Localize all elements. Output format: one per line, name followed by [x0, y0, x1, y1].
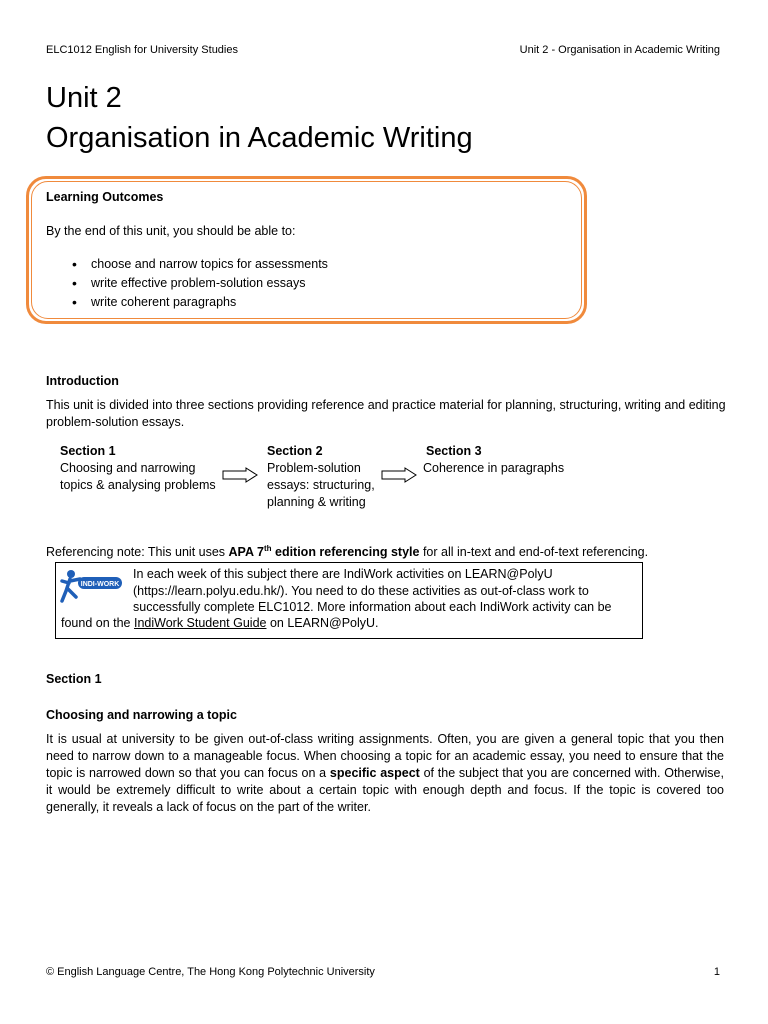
- introduction-heading: Introduction: [46, 374, 119, 388]
- section-1-desc-line: Choosing and narrowing: [60, 461, 196, 475]
- learning-outcomes-intro: By the end of this unit, you should be able to:: [46, 224, 296, 238]
- indiwork-guide-post: on LEARN@PolyU.: [266, 616, 379, 630]
- referencing-note: [46, 540, 648, 561]
- referencing-superscript: th: [263, 544, 272, 553]
- section-1-block: [60, 443, 230, 494]
- page-number: 1: [713, 966, 720, 978]
- section-1-desc-line: topics & analysing problems: [60, 478, 216, 492]
- learning-outcomes-heading: Learning Outcomes: [46, 190, 164, 204]
- indiwork-logo-icon: [60, 567, 124, 607]
- list-item: • write effective problem-solution essays: [46, 276, 526, 295]
- footer-copyright: © English Language Centre, The Hong Kong Polytechnic University: [46, 966, 375, 978]
- section-1-title: Section 1: [60, 444, 116, 458]
- referencing-suffix: for all in-text and end-of-text referencing.: [419, 545, 649, 560]
- running-header-left: ELC1012 English for University Studies: [46, 44, 238, 56]
- referencing-style-bold: APA 7: [228, 545, 264, 560]
- section-1-paragraph-part: It is usual at university to be given out-of-class writing assignments. Often, you are given a general topic that you then need to narrow down to a manageable focus. When choosing a topic for an academic essay, you need to ensure that the topic is narrowed down so that you can focus on a: [46, 732, 724, 780]
- section-1-paragraph-part: of the subject that you are concerned with. Otherwise, it would be extremely difficult to write about a certain topic with enough depth and focus. If the topic is covered too generally, it reveals a lack of focus on the part of the writer.: [46, 766, 724, 814]
- section-2-block: [267, 443, 397, 511]
- section-3-title: Section 3: [426, 444, 482, 458]
- section-1-heading: Section 1: [46, 672, 102, 686]
- section-3-block: [423, 443, 613, 477]
- indiwork-text-line: (https://learn.polyu.edu.hk/). You need to do these activities as out-of-class work to: [133, 584, 589, 598]
- flow-arrow-right-icon: [222, 467, 258, 483]
- specific-aspect-bold: specific aspect: [329, 766, 420, 780]
- indiwork-text-line: [61, 615, 379, 632]
- referencing-prefix: Referencing note: This unit uses: [46, 545, 229, 560]
- indiwork-guide-pre: found on the: [61, 616, 134, 630]
- section-2-desc-line: essays: structuring,: [267, 478, 375, 492]
- indiwork-text-line: In each week of this subject there are IndiWork activities on LEARN@PolyU: [133, 567, 553, 581]
- indiwork-logo-text: INDI-WORK: [80, 581, 120, 588]
- learning-outcomes-list: [46, 257, 526, 314]
- section-3-desc-line: Coherence in paragraphs: [423, 461, 565, 475]
- referencing-style-bold-rest: edition referencing style: [271, 545, 420, 560]
- running-header-right: Unit 2 - Organisation in Academic Writing: [519, 44, 720, 56]
- unit-title: Organisation in Academic Writing: [46, 122, 473, 154]
- indiwork-text-line: successfully complete ELC1012. More information about each IndiWork activity can be: [133, 600, 612, 614]
- list-item: • write coherent paragraphs: [46, 295, 526, 314]
- unit-number-title: Unit 2: [46, 82, 122, 114]
- indiwork-student-guide-link[interactable]: IndiWork Student Guide: [133, 616, 267, 630]
- introduction-text: This unit is divided into three sections providing reference and practice material for planning, structuring, writing and editing problem-solution essays.: [46, 398, 726, 429]
- list-item: • choose and narrow topics for assessments: [46, 257, 526, 276]
- section-1-subheading: Choosing and narrowing a topic: [46, 708, 237, 722]
- section-2-title: Section 2: [267, 444, 323, 458]
- flow-arrow-right-icon: [381, 467, 417, 483]
- section-2-desc-line: planning & writing: [267, 495, 366, 509]
- section-2-desc-line: Problem-solution: [267, 461, 361, 475]
- section-1-paragraph: [46, 731, 724, 816]
